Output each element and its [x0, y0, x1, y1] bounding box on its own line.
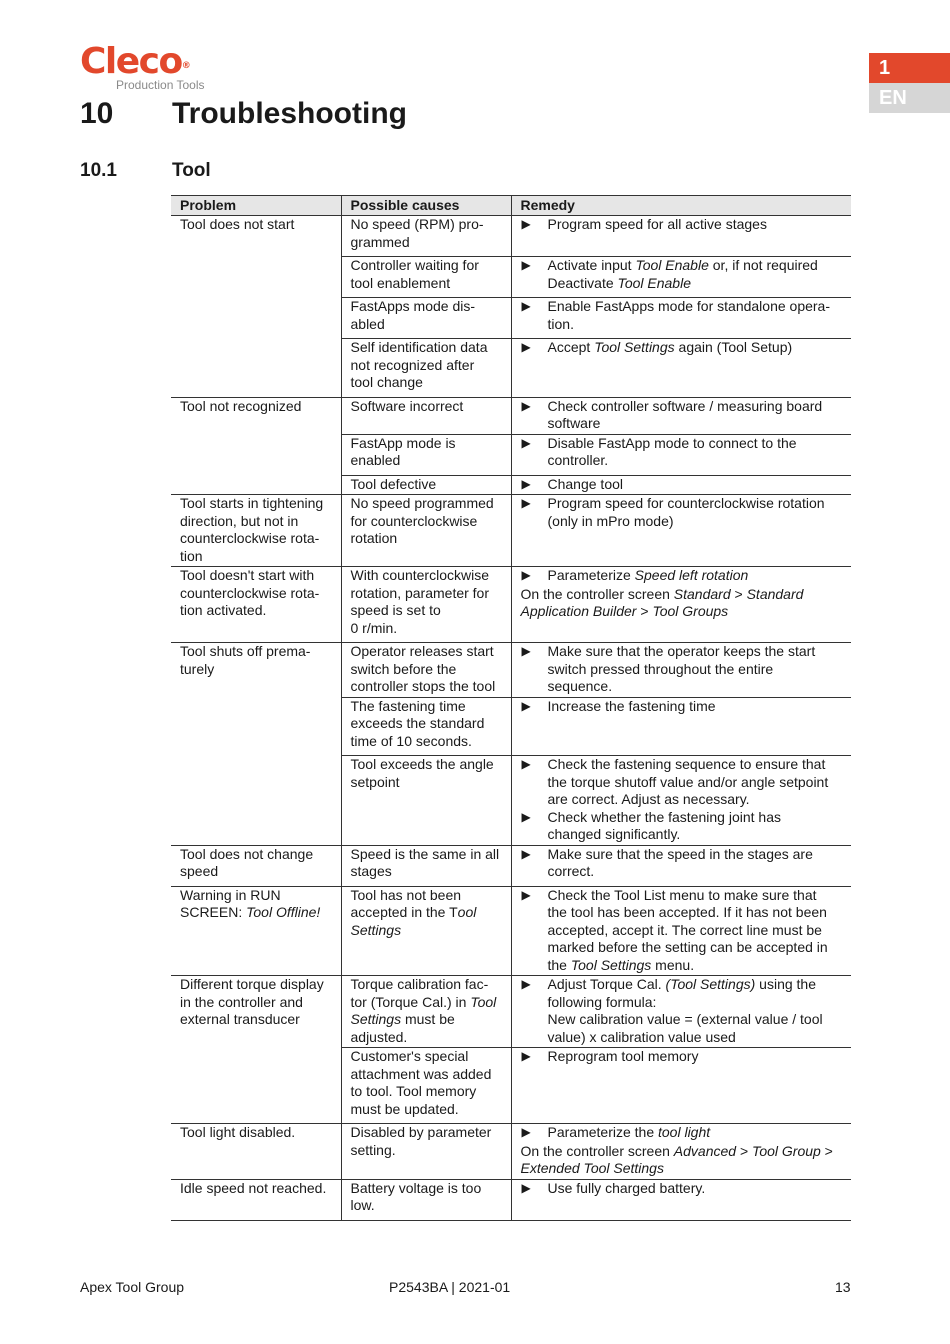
text-run: Check the fastening sequence to ensure that the torque shutoff value and/or angle setpoint are correct. Adjust as necessary.: [547, 756, 829, 807]
remedy-cell: [511, 697, 851, 756]
table-row: [171, 845, 851, 886]
section-number: 10: [80, 97, 114, 130]
problem-cell: Tool does not start: [171, 216, 341, 398]
problem-cell: Different torque display in the controller and external transducer: [171, 976, 341, 1124]
cause-cell: Speed is the same in all stages: [341, 845, 511, 886]
remedy-cell: [511, 756, 851, 846]
header-remedy: Remedy: [511, 196, 851, 216]
problem-cell: Idle speed not reached.: [171, 1179, 341, 1220]
remedy-cell: [511, 298, 851, 339]
text-run: >: [820, 1142, 833, 1159]
remedy-note: [521, 1143, 846, 1178]
italic-text: Speed left rotation: [634, 567, 749, 583]
remedy-step: [521, 257, 846, 292]
table-row: [171, 495, 851, 567]
text-run: Warning in RUN SCREEN:: [180, 886, 281, 920]
text-run: >: [636, 603, 653, 619]
cause-cell: Self identification data not recognized after tool change: [341, 339, 511, 398]
cell-spacer: [351, 251, 505, 255]
italic-text: Tool Enable: [635, 257, 709, 273]
cause-cell: Tool exceeds the angle setpoint: [341, 756, 511, 846]
footer-page-number: 13: [835, 1279, 851, 1295]
remedy-cell: [511, 495, 851, 567]
text-run: Tool has not been accepted in the T: [350, 886, 462, 920]
chapter-tab: [869, 53, 950, 113]
italic-text: Standard: [673, 585, 731, 602]
remedy-cell: [511, 397, 851, 434]
cell-spacer: [351, 392, 505, 396]
remedy-step: [521, 216, 846, 234]
remedy-cell: [511, 1179, 851, 1220]
remedy-step: [521, 698, 846, 716]
italic-text: Standard Application Builder: [520, 585, 804, 619]
remedy-step: [521, 495, 846, 530]
italic-text: (Tool Settings): [665, 976, 756, 992]
cause-cell: Operator releases start switch before the controller stops the tool: [341, 643, 511, 698]
text-run: Accept: [547, 339, 595, 355]
cause-cell: Customer's special attachment was added to tool. Tool memory must be updated.: [341, 1048, 511, 1124]
remedy-step: [521, 1180, 846, 1198]
remedy-step: [521, 976, 846, 1046]
table-row: [171, 397, 851, 434]
text-run: Disable FastApp mode to connect to the controller.: [547, 434, 797, 468]
text-run: Make sure that the speed in the stages are correct.: [547, 845, 813, 879]
cell-spacer: [351, 292, 505, 296]
troubleshooting-table: [171, 195, 851, 1221]
text-run: Enable FastApps mode for standalone opera- tion.: [547, 298, 831, 332]
cell-spacer: [351, 750, 505, 754]
remedy-step: [521, 476, 846, 494]
italic-text: Tool Settings: [570, 956, 652, 973]
italic-text: Advanced: [673, 1142, 737, 1159]
text-run: Check whether the fastening joint has changed significantly.: [547, 808, 781, 842]
table-row: [171, 976, 851, 1048]
italic-text: Tool Settings: [594, 339, 675, 355]
italic-text: Tool Groups: [652, 603, 729, 619]
remedy-cell: [511, 845, 851, 886]
cause-cell: Tool defective: [341, 475, 511, 495]
italic-text: tool light: [658, 1124, 711, 1140]
cause-cell: Disabled by parameter setting.: [341, 1124, 511, 1180]
cause-cell: [341, 886, 511, 976]
cell-spacer: [351, 1118, 505, 1122]
table-row: [171, 643, 851, 698]
cause-cell: Software incorrect: [341, 397, 511, 434]
text-run: Parameterize the: [547, 1124, 658, 1140]
subsection-number: 10.1: [80, 160, 117, 181]
italic-text: Tool Settings: [350, 993, 497, 1027]
table-row: [171, 1179, 851, 1220]
text-run: Use fully charged battery.: [547, 1179, 706, 1196]
cause-cell: FastApps mode dis- abled: [341, 298, 511, 339]
cell-spacer: [351, 637, 505, 641]
remedy-step: [521, 1048, 846, 1066]
text-run: Program speed for all active stages: [547, 216, 767, 232]
text-run: Check controller software / measuring board software: [547, 397, 823, 431]
text-run: menu.: [651, 956, 695, 973]
remedy-cell: [511, 886, 851, 976]
table-row: [171, 1124, 851, 1180]
italic-text: ool Settings: [350, 904, 477, 938]
remedy-cell: [511, 216, 851, 257]
problem-cell: Tool doesn't start with counterclockwise rota- tion activated.: [171, 567, 341, 643]
remedy-cell: [511, 1048, 851, 1124]
section-title: Troubleshooting: [172, 97, 407, 130]
cause-cell: Controller waiting for tool enablement: [341, 257, 511, 298]
text-run: Parameterize: [547, 567, 635, 583]
text-run: Check the Tool List menu to make sure that the tool has been accepted. If it has not been accepted, accept it. The correct line must be marked before the setting can be accepted in the: [547, 886, 828, 973]
remedy-step: [521, 435, 846, 470]
text-run: Make sure that the operator keeps the start switch pressed throughout the entire sequence.: [547, 643, 816, 694]
problem-cell: Tool light disabled.: [171, 1124, 341, 1180]
remedy-cell: [511, 567, 851, 643]
cell-spacer: [351, 548, 505, 552]
text-run: Increase the fastening time: [547, 697, 716, 714]
text-run: must be adjusted.: [350, 1011, 455, 1045]
problem-cell: [171, 886, 341, 976]
text-run: Reprogram tool memory: [547, 1048, 699, 1064]
remedy-step: [521, 567, 846, 585]
text-run: Program speed for counterclockwise rotation (only in mPro mode): [547, 495, 825, 529]
cause-cell: Battery voltage is too low.: [341, 1179, 511, 1220]
table-row: [171, 216, 851, 257]
text-run: >: [730, 585, 747, 602]
italic-text: Tool Enable: [617, 274, 691, 291]
subsection-title: Tool: [172, 160, 211, 181]
text-run: >: [736, 1142, 753, 1159]
remedy-step: [521, 398, 846, 433]
text-run: Activate input: [547, 257, 636, 273]
language-tab: EN: [869, 83, 950, 113]
cell-spacer: [351, 881, 505, 885]
table-body: [171, 216, 851, 1221]
problem-cell: Tool shuts off prema- turely: [171, 643, 341, 846]
cause-cell: FastApp mode is enabled: [341, 434, 511, 475]
remedy-step: [521, 643, 846, 696]
text-run: On the controller screen: [520, 585, 674, 602]
cause-cell: No speed programmed for counterclockwise rotation: [341, 495, 511, 567]
remedy-cell: [511, 257, 851, 298]
problem-cell: Tool not recognized: [171, 397, 341, 495]
table-row: [171, 567, 851, 643]
italic-text: Tool Group: [752, 1142, 821, 1159]
header-possible-causes: Possible causes: [341, 196, 511, 216]
cause-cell: The fastening time exceeds the standard time of 10 seconds.: [341, 697, 511, 756]
remedy-cell: [511, 1124, 851, 1180]
remedy-note: [521, 586, 846, 621]
text-run: On the controller screen: [520, 1142, 674, 1159]
remedy-step: [521, 298, 846, 333]
cause-cell: No speed (RPM) pro- grammed: [341, 216, 511, 257]
cleco-logo: [80, 41, 220, 92]
footer-company: Apex Tool Group: [80, 1279, 185, 1295]
brand-name: Cleco: [80, 41, 182, 82]
remedy-cell: [511, 339, 851, 398]
italic-text: Tool Offline!: [246, 904, 321, 920]
remedy-cell: [511, 976, 851, 1048]
brand-subtitle: Production Tools: [116, 78, 205, 92]
problem-cell: Tool does not change speed: [171, 845, 341, 886]
text-run: again (Tool Setup): [674, 339, 793, 355]
text-run: Adjust Torque Cal.: [547, 976, 666, 992]
text-run: using the following formula: New calibration value = (external value / tool value) x calibration value used: [547, 976, 823, 1045]
problem-cell: Tool starts in tightening direction, but not in counterclockwise rota- tion: [171, 495, 341, 567]
italic-text: Extended Tool Settings: [520, 1160, 664, 1176]
text-run: or, if not required Deactivate: [547, 257, 818, 291]
text-run: Torque calibration fac- tor (Torque Cal.) in: [350, 976, 489, 1010]
remedy-cell: [511, 643, 851, 698]
cell-spacer: [351, 1215, 505, 1219]
remedy-step: [521, 809, 846, 844]
remedy-step: [521, 1124, 846, 1142]
remedy-step: [521, 756, 846, 809]
cell-spacer: [351, 470, 505, 474]
remedy-cell: [511, 475, 851, 495]
remedy-step: [521, 887, 846, 975]
registered-mark: ®: [181, 61, 190, 71]
cause-cell: With counterclockwise rotation, parameter for speed is set to 0 r/min.: [341, 567, 511, 643]
cell-spacer: [351, 333, 505, 337]
footer-document-ref: P2543BA | 2021-01: [389, 1279, 511, 1295]
cause-cell: [341, 976, 511, 1048]
table-row: [171, 886, 851, 976]
table-header-row: [171, 196, 851, 216]
header-problem: Problem: [171, 196, 341, 216]
text-run: Change tool: [547, 475, 624, 492]
chapter-number-tab: 1: [869, 53, 950, 83]
remedy-step: [521, 339, 846, 357]
remedy-cell: [511, 434, 851, 475]
remedy-step: [521, 846, 846, 881]
